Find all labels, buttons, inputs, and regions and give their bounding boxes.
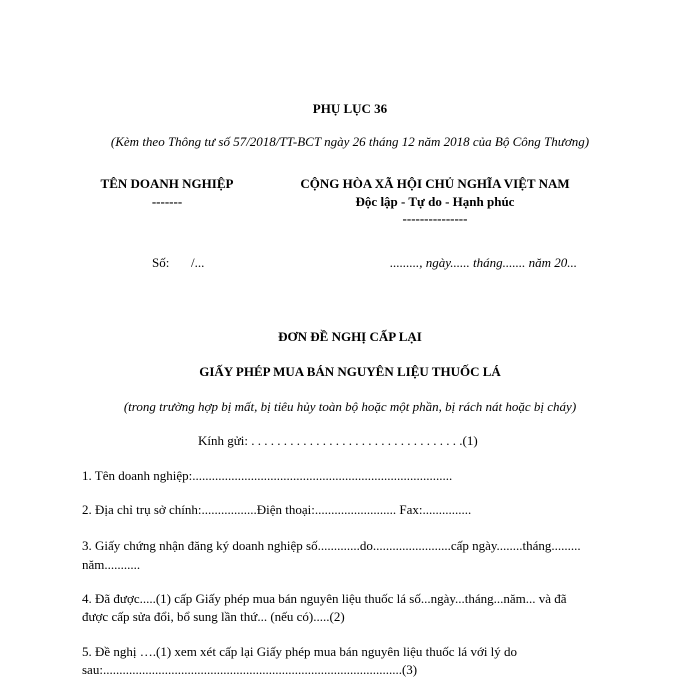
appendix-subtitle: (Kèm theo Thông tư số 57/2018/TT-BCT ngày 26 tháng 12 năm 2018 của Bộ Công Thương) [110, 134, 590, 149]
form-title: ĐƠN ĐỀ NGHỊ CẤP LẠI [278, 329, 422, 344]
item-head-office: 2. Địa chỉ trụ sở chính:.................Điện thoại:......................... Fax:............... [82, 502, 472, 517]
item-enterprise-name: 1. Tên doanh nghiệp:................................................................................ [82, 468, 453, 483]
item-registration-cert: 3. Giấy chứng nhận đăng ký doanh nghiệp số.............do........................cấp ngày........tháng......... [82, 538, 581, 553]
item-request: 5. Đề nghị ….(1) xem xét cấp lại Giấy phép mua bán nguyên liệu thuốc lá với lý do [82, 644, 518, 659]
date-line: ........., ngày...... tháng....... năm 20... [390, 255, 578, 270]
appendix-title: PHỤ LỤC 36 [312, 101, 388, 116]
form-subtitle: GIẤY PHÉP MUA BÁN NGUYÊN LIỆU THUỐC LÁ [199, 364, 501, 379]
recipient-line: Kính gửi: . . . . . . . . . . . . . . . . . . . . . . . . . . . . . . . . .(1) [198, 433, 478, 448]
item-license-issued: 4. Đã được.....(1) cấp Giấy phép mua bán nguyên liệu thuốc lá số...ngày...tháng...năm... và đã [82, 591, 567, 606]
number-value: /... [191, 255, 205, 270]
item-registration-cert-year: năm........... [82, 557, 141, 572]
republic-dash: --------------- [402, 211, 468, 226]
item-license-amended: được cấp sửa đổi, bổ sung lần thứ... (nếu có).....(2) [82, 609, 345, 624]
number-label: Số: [152, 255, 170, 270]
republic-motto: Độc lập - Tự do - Hạnh phúc [355, 194, 515, 209]
item-request-reason: sau:............................................................................................(3) [82, 662, 418, 677]
republic-name: CỘNG HÒA XÃ HỘI CHỦ NGHĨA VIỆT NAM [300, 176, 570, 191]
enterprise-name-label: TÊN DOANH NGHIỆP [100, 176, 234, 191]
form-note: (trong trường hợp bị mất, bị tiêu hủy toàn bộ hoặc một phần, bị rách nát hoặc bị cháy) [123, 399, 577, 414]
enterprise-dash: ------- [151, 194, 183, 209]
